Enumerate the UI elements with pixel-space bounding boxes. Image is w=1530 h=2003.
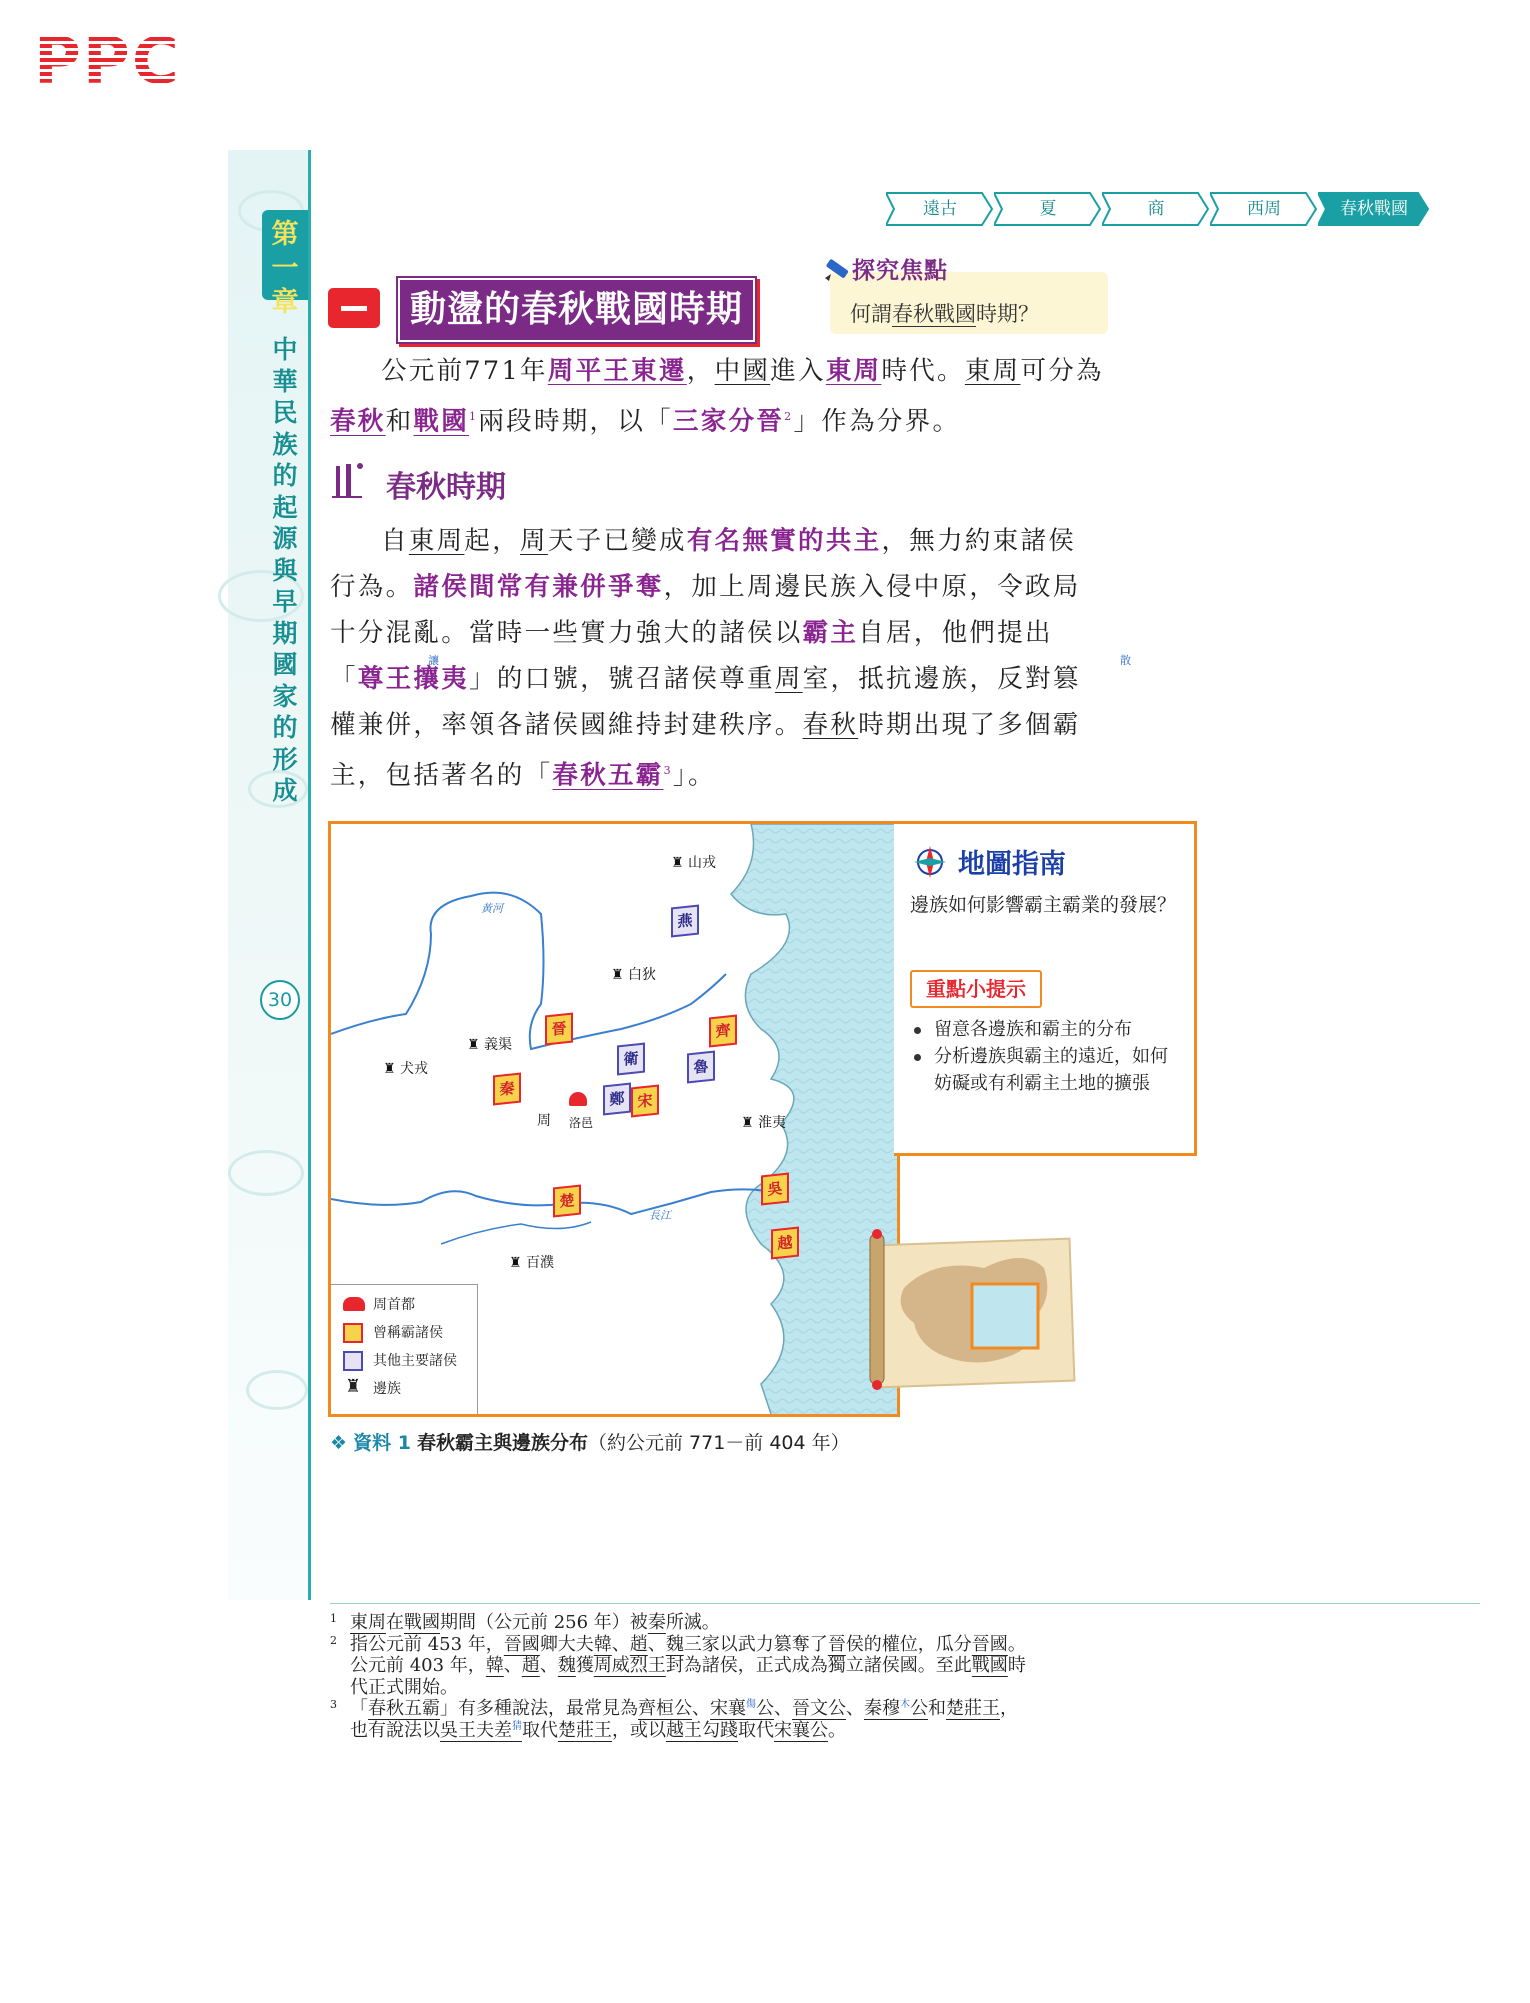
- timeline-item-chunqiu-zhanguo: 春秋戰國: [1318, 192, 1430, 226]
- sidebar-divider: [308, 150, 311, 1600]
- timeline-item-yuangu: 遠古: [886, 192, 994, 226]
- map-guide-title: 地圖指南: [958, 849, 1066, 880]
- chapter-title: 中華民族的起源與早期國家的形成: [272, 335, 298, 805]
- key-tip-label: 重點小提示: [910, 970, 1042, 1008]
- tribe-label-quanrong: ♜ 犬戎: [383, 1061, 429, 1077]
- timeline-item-xizhou: 西周: [1210, 192, 1318, 226]
- inquiry-focus-label: 探究焦點: [852, 258, 948, 284]
- tribe-label-baipu: ♜ 百濮: [509, 1255, 555, 1271]
- footnote-2: 2 指公元前 453 年，晉國卿大夫韓、趙、魏三家以武力篡奪了晉侯的權位，瓜分晉國。 公元前 403 年，韓、趙、魏獲周威烈王封為諸侯，正式成為獨立諸侯國。至此戰國時 代正式開始。: [330, 1633, 1026, 1698]
- chunqiu-paragraph: 自東周起，周天子已變成有名無實的共主，無力約束諸侯 行為。諸侯間常有兼併爭奪，加上周邊民族入侵中原，令政局 十分混亂。當時一些實力強大的諸侯以霸主自居，他們提出 「尊王攘夷」的口號，號召諸侯尊重周室，抵抗邊族，反對篡 權兼併，率領各諸侯國維持封建秩序。春秋時期出現了多個霸 主，包括著名的「春秋五霸$^3$」。: [330, 526, 1081, 791]
- chapter-number: 第一章: [271, 219, 299, 318]
- map-guide-question: 邊族如何影響霸主霸業的發展？: [910, 894, 1177, 916]
- state-flag-chu: 楚: [553, 1185, 581, 1218]
- footnote-1: 1 東周在戰國期間（公元前 256 年）被秦所滅。: [330, 1612, 720, 1633]
- intro-paragraph: 公元前771年周平王東遷，中國進入東周時代。東周可分為 春秋和戰國$^1$兩段時期，以「三家分晉$^2$」作為分界。: [330, 356, 1104, 437]
- hegemon-flag-legend-icon: [343, 1323, 363, 1343]
- subsection-number-icon: [332, 460, 364, 500]
- state-flag-song: 宋: [631, 1085, 659, 1118]
- inquiry-focus-question: 何謂春秋戰國時期？: [850, 302, 1039, 326]
- section-number-badge: [328, 288, 380, 328]
- state-flag-jin: 晉: [545, 1013, 573, 1046]
- state-flag-wei: 衛: [617, 1043, 645, 1076]
- capital-icon: [569, 1092, 587, 1106]
- chunqiu-map: [328, 821, 900, 1417]
- footnotes: [330, 1612, 1160, 1741]
- tribe-label-huaiyi: ♜ 淮夷: [741, 1115, 787, 1131]
- publisher-logo: PPC: [34, 25, 181, 99]
- pronunciation-ruby-cuan: 散: [1120, 654, 1131, 667]
- legend-capital: 周首都: [373, 1297, 415, 1313]
- state-flag-zheng: 鄭: [603, 1083, 631, 1116]
- timeline-item-shang: 商: [1102, 192, 1210, 226]
- state-flag-legend-icon: [343, 1351, 363, 1371]
- section-title: 動盪的春秋戰國時期: [398, 278, 755, 342]
- state-flag-yan: 燕: [671, 905, 699, 938]
- key-tip-item: 分析邊族與霸主的遠近，如何妨礙或有利霸主土地的擴張: [910, 1043, 1185, 1097]
- state-flag-lu: 魯: [687, 1051, 715, 1084]
- compass-icon: [910, 842, 950, 882]
- legend-other-states: 其他主要諸侯: [373, 1353, 457, 1369]
- state-flag-yue: 越: [771, 1227, 799, 1260]
- locator-map-scroll: [864, 1228, 1076, 1392]
- pencil-icon: [822, 254, 852, 284]
- timeline-item-xia: 夏: [994, 192, 1102, 226]
- state-flag-qin: 秦: [493, 1073, 521, 1106]
- map-caption: ❖ 資料 1 春秋霸主與邊族分布（約公元前 771－前 404 年）: [330, 1432, 850, 1454]
- capital-label-luoyi: 洛邑: [569, 1116, 594, 1130]
- footnote-divider: [330, 1603, 1480, 1604]
- river-label-huanghe: 黃河: [481, 902, 503, 915]
- footnote-3: 3 「春秋五霸」有多種說法，最常見為齊桓公、宋襄$^傷$公、晉文公、秦穆$^木$公和楚莊王， 也有說法以吳王夫差$^猜$取代楚莊王，或以越王勾踐取代宋襄公。: [330, 1698, 1018, 1741]
- state-flag-wu: 吳: [761, 1173, 789, 1206]
- tribe-label-baidi: ♜ 白狄: [611, 967, 657, 983]
- subsection-title: 春秋時期: [386, 470, 506, 505]
- legend-hegemon: 曾稱霸諸侯: [373, 1325, 443, 1341]
- tribe-label-yiqu: ♜ 義渠: [467, 1037, 513, 1053]
- tribe-legend-icon: ♜: [345, 1376, 362, 1397]
- page-number: 30: [260, 980, 300, 1020]
- key-tip-list: [910, 1016, 1185, 1097]
- key-tip-item: 留意各邊族和霸主的分布: [910, 1016, 1185, 1043]
- map-legend: [331, 1284, 478, 1415]
- pronunciation-ruby-rang: 讓: [428, 654, 439, 667]
- state-flag-qi: 齊: [709, 1015, 737, 1048]
- place-label-zhou: 周: [537, 1113, 551, 1129]
- legend-tribes: 邊族: [373, 1381, 401, 1397]
- river-label-changjiang: 長江: [649, 1209, 671, 1222]
- tribe-label-shanrong: ♜ 山戎: [671, 855, 717, 871]
- capital-legend-icon: [343, 1297, 365, 1311]
